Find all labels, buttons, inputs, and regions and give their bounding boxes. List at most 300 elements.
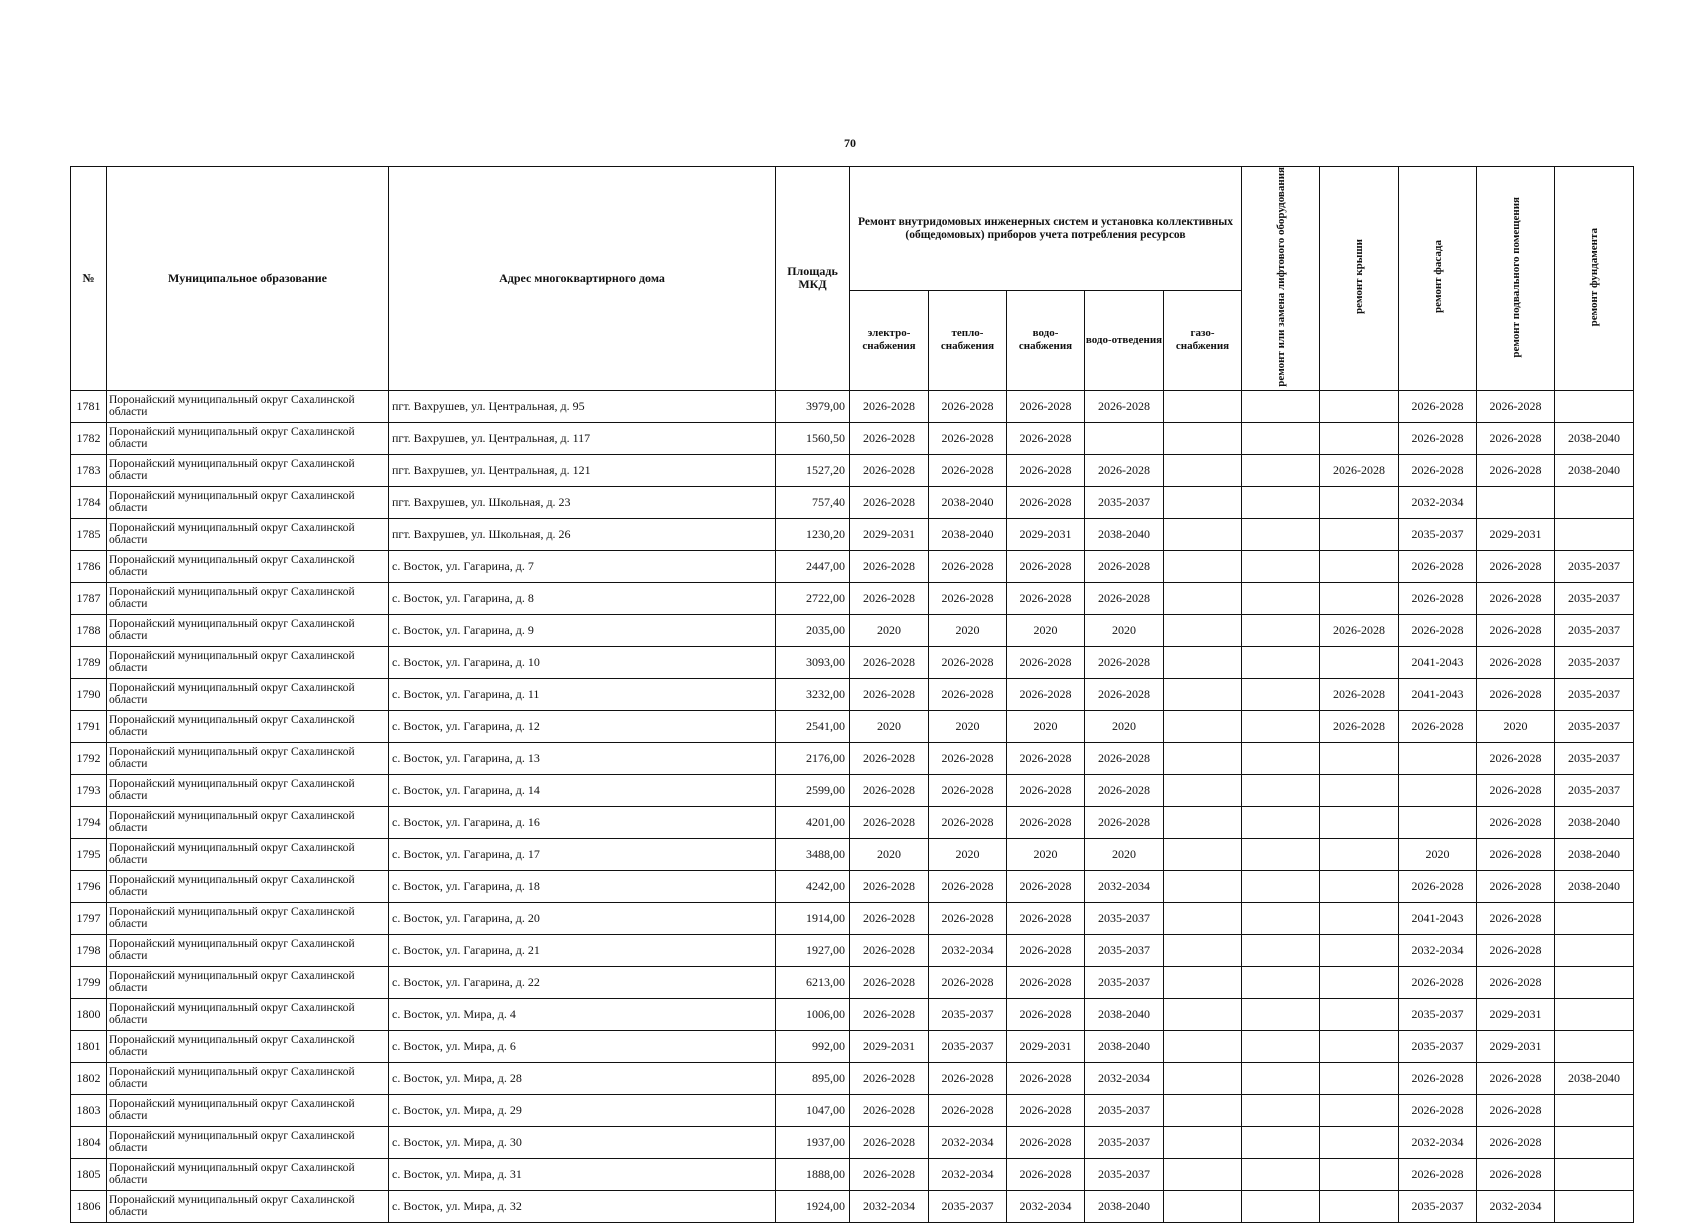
cell-num: 1800 [71,998,107,1030]
cell-drainage: 2026-2028 [1085,550,1164,582]
cell-electricity: 2026-2028 [850,390,929,422]
cell-municipality: Поронайский муниципальный округ Сахалинской области [107,742,389,774]
cell-heat: 2026-2028 [929,870,1007,902]
cell-electricity: 2026-2028 [850,1062,929,1094]
cell-water: 2029-2031 [1007,518,1085,550]
cell-roof [1320,742,1399,774]
cell-gas [1164,1126,1242,1158]
cell-num: 1787 [71,582,107,614]
cell-roof [1320,998,1399,1030]
cell-roof [1320,774,1399,806]
cell-basement [1477,486,1555,518]
cell-drainage: 2035-2037 [1085,1158,1164,1190]
table-row [71,1062,1634,1094]
cell-water: 2026-2028 [1007,742,1085,774]
cell-foundation: 2035-2037 [1555,678,1634,710]
cell-water: 2020 [1007,614,1085,646]
cell-facade: 2026-2028 [1399,1062,1477,1094]
cell-num: 1797 [71,902,107,934]
header-foundation: ремонт фундамента [1555,167,1634,391]
cell-num: 1792 [71,742,107,774]
cell-area: 2176,00 [776,742,850,774]
cell-facade: 2026-2028 [1399,870,1477,902]
cell-facade: 2026-2028 [1399,614,1477,646]
cell-facade: 2026-2028 [1399,1094,1477,1126]
cell-lift [1242,1030,1320,1062]
cell-facade: 2026-2028 [1399,550,1477,582]
cell-heat: 2035-2037 [929,998,1007,1030]
cell-num: 1794 [71,806,107,838]
cell-basement: 2026-2028 [1477,838,1555,870]
cell-roof [1320,582,1399,614]
cell-address: с. Восток, ул. Гагарина, д. 7 [389,550,776,582]
cell-foundation: 2035-2037 [1555,742,1634,774]
cell-water: 2026-2028 [1007,422,1085,454]
cell-gas [1164,454,1242,486]
cell-foundation [1555,998,1634,1030]
cell-heat: 2032-2034 [929,1158,1007,1190]
cell-lift [1242,454,1320,486]
cell-municipality: Поронайский муниципальный округ Сахалинской области [107,934,389,966]
cell-municipality: Поронайский муниципальный округ Сахалинской области [107,390,389,422]
cell-water: 2026-2028 [1007,486,1085,518]
cell-water: 2026-2028 [1007,934,1085,966]
cell-electricity: 2026-2028 [850,550,929,582]
cell-heat: 2026-2028 [929,774,1007,806]
cell-heat: 2020 [929,710,1007,742]
cell-electricity: 2026-2028 [850,1126,929,1158]
cell-lift [1242,774,1320,806]
cell-basement: 2020 [1477,710,1555,742]
cell-address: с. Восток, ул. Мира, д. 32 [389,1190,776,1222]
cell-water: 2026-2028 [1007,678,1085,710]
cell-heat: 2026-2028 [929,678,1007,710]
cell-address: пгт. Вахрушев, ул. Школьная, д. 26 [389,518,776,550]
cell-municipality: Поронайский муниципальный округ Сахалинской области [107,1094,389,1126]
cell-facade: 2026-2028 [1399,390,1477,422]
cell-electricity: 2026-2028 [850,806,929,838]
cell-area: 1927,00 [776,934,850,966]
cell-foundation: 2038-2040 [1555,1062,1634,1094]
cell-basement: 2026-2028 [1477,1158,1555,1190]
cell-facade: 2032-2034 [1399,934,1477,966]
cell-drainage: 2026-2028 [1085,582,1164,614]
table-row [71,742,1634,774]
cell-lift [1242,550,1320,582]
cell-drainage: 2035-2037 [1085,486,1164,518]
cell-facade: 2041-2043 [1399,646,1477,678]
cell-water: 2026-2028 [1007,966,1085,998]
cell-drainage: 2026-2028 [1085,646,1164,678]
cell-drainage: 2026-2028 [1085,742,1164,774]
cell-basement: 2026-2028 [1477,742,1555,774]
header-heat: тепло-снабжения [929,291,1007,391]
cell-roof [1320,390,1399,422]
cell-foundation [1555,518,1634,550]
cell-drainage: 2020 [1085,614,1164,646]
cell-basement: 2026-2028 [1477,422,1555,454]
cell-num: 1781 [71,390,107,422]
cell-address: с. Восток, ул. Мира, д. 28 [389,1062,776,1094]
cell-num: 1789 [71,646,107,678]
cell-lift [1242,998,1320,1030]
cell-gas [1164,1094,1242,1126]
cell-heat: 2026-2028 [929,966,1007,998]
cell-drainage: 2020 [1085,710,1164,742]
cell-foundation: 2038-2040 [1555,838,1634,870]
cell-gas [1164,998,1242,1030]
cell-drainage: 2026-2028 [1085,806,1164,838]
table-row [71,390,1634,422]
cell-drainage: 2038-2040 [1085,998,1164,1030]
cell-gas [1164,934,1242,966]
cell-roof [1320,1126,1399,1158]
table-row [71,1094,1634,1126]
cell-foundation [1555,1158,1634,1190]
cell-heat: 2026-2028 [929,454,1007,486]
cell-electricity: 2026-2028 [850,966,929,998]
cell-area: 992,00 [776,1030,850,1062]
cell-num: 1806 [71,1190,107,1222]
cell-foundation: 2038-2040 [1555,870,1634,902]
cell-water: 2026-2028 [1007,806,1085,838]
cell-area: 6213,00 [776,966,850,998]
cell-area: 757,40 [776,486,850,518]
cell-lift [1242,710,1320,742]
cell-electricity: 2026-2028 [850,422,929,454]
cell-drainage: 2032-2034 [1085,1062,1164,1094]
cell-num: 1790 [71,678,107,710]
cell-lift [1242,742,1320,774]
cell-basement: 2026-2028 [1477,1062,1555,1094]
cell-area: 4242,00 [776,870,850,902]
cell-basement: 2026-2028 [1477,774,1555,806]
cell-area: 4201,00 [776,806,850,838]
cell-electricity: 2026-2028 [850,1158,929,1190]
cell-basement: 2029-2031 [1477,518,1555,550]
cell-num: 1798 [71,934,107,966]
cell-roof [1320,518,1399,550]
cell-water: 2032-2034 [1007,1190,1085,1222]
cell-gas [1164,838,1242,870]
cell-heat: 2026-2028 [929,582,1007,614]
cell-electricity: 2026-2028 [850,486,929,518]
cell-heat: 2020 [929,838,1007,870]
cell-facade: 2032-2034 [1399,1126,1477,1158]
cell-municipality: Поронайский муниципальный округ Сахалинской области [107,774,389,806]
cell-foundation: 2038-2040 [1555,422,1634,454]
cell-municipality: Поронайский муниципальный округ Сахалинской области [107,838,389,870]
cell-water: 2026-2028 [1007,646,1085,678]
cell-facade: 2041-2043 [1399,902,1477,934]
cell-address: пгт. Вахрушев, ул. Центральная, д. 117 [389,422,776,454]
cell-foundation [1555,934,1634,966]
cell-gas [1164,902,1242,934]
cell-area: 2035,00 [776,614,850,646]
cell-municipality: Поронайский муниципальный округ Сахалинской области [107,614,389,646]
header-drainage: водо-отведения [1085,291,1164,391]
cell-basement: 2029-2031 [1477,1030,1555,1062]
table-body [71,390,1634,1222]
cell-foundation: 2038-2040 [1555,806,1634,838]
cell-lift [1242,966,1320,998]
cell-municipality: Поронайский муниципальный округ Сахалинской области [107,902,389,934]
table-row [71,966,1634,998]
cell-foundation [1555,1190,1634,1222]
table-row [71,774,1634,806]
cell-drainage: 2035-2037 [1085,1094,1164,1126]
table-row [71,902,1634,934]
cell-lift [1242,486,1320,518]
cell-heat: 2032-2034 [929,934,1007,966]
cell-num: 1785 [71,518,107,550]
cell-drainage: 2038-2040 [1085,1190,1164,1222]
cell-address: пгт. Вахрушев, ул. Центральная, д. 121 [389,454,776,486]
cell-roof [1320,1030,1399,1062]
cell-foundation [1555,1030,1634,1062]
cell-electricity: 2026-2028 [850,934,929,966]
cell-foundation [1555,1126,1634,1158]
cell-address: с. Восток, ул. Мира, д. 6 [389,1030,776,1062]
cell-lift [1242,934,1320,966]
cell-area: 1230,20 [776,518,850,550]
header-electricity: электро-снабжения [850,291,929,391]
table-row [71,486,1634,518]
cell-num: 1782 [71,422,107,454]
cell-lift [1242,614,1320,646]
cell-basement: 2026-2028 [1477,966,1555,998]
cell-heat: 2035-2037 [929,1030,1007,1062]
header-engineering-systems: Ремонт внутридомовых инженерных систем и установка коллективных (общедомовых) приборов учета потребления ресурсов [850,167,1242,291]
cell-gas [1164,1062,1242,1094]
cell-electricity: 2026-2028 [850,998,929,1030]
cell-foundation [1555,390,1634,422]
cell-basement: 2026-2028 [1477,1126,1555,1158]
cell-roof [1320,1062,1399,1094]
cell-electricity: 2026-2028 [850,678,929,710]
cell-roof [1320,966,1399,998]
cell-heat: 2035-2037 [929,1190,1007,1222]
table-row [71,806,1634,838]
cell-basement: 2026-2028 [1477,1094,1555,1126]
cell-water: 2026-2028 [1007,582,1085,614]
cell-roof [1320,646,1399,678]
cell-water: 2026-2028 [1007,902,1085,934]
cell-water: 2026-2028 [1007,1158,1085,1190]
cell-area: 2722,00 [776,582,850,614]
cell-foundation [1555,966,1634,998]
cell-lift [1242,518,1320,550]
cell-lift [1242,902,1320,934]
cell-facade [1399,806,1477,838]
cell-heat: 2038-2040 [929,486,1007,518]
page-number: 70 [844,136,856,150]
cell-lift [1242,646,1320,678]
cell-facade: 2026-2028 [1399,582,1477,614]
table-row [71,1030,1634,1062]
cell-municipality: Поронайский муниципальный округ Сахалинской области [107,966,389,998]
cell-address: с. Восток, ул. Мира, д. 4 [389,998,776,1030]
cell-roof [1320,1094,1399,1126]
cell-basement: 2026-2028 [1477,870,1555,902]
cell-heat: 2038-2040 [929,518,1007,550]
cell-facade: 2020 [1399,838,1477,870]
cell-area: 895,00 [776,1062,850,1094]
cell-gas [1164,678,1242,710]
cell-num: 1805 [71,1158,107,1190]
header-water: водо-снабжения [1007,291,1085,391]
header-municipality: Муниципальное образование [107,167,389,391]
table-row [71,870,1634,902]
cell-gas [1164,518,1242,550]
cell-drainage: 2026-2028 [1085,454,1164,486]
cell-address: с. Восток, ул. Гагарина, д. 9 [389,614,776,646]
cell-facade: 2035-2037 [1399,1190,1477,1222]
cell-facade: 2035-2037 [1399,518,1477,550]
cell-gas [1164,550,1242,582]
cell-drainage [1085,422,1164,454]
cell-foundation: 2035-2037 [1555,550,1634,582]
cell-facade: 2041-2043 [1399,678,1477,710]
cell-num: 1793 [71,774,107,806]
cell-electricity: 2026-2028 [850,774,929,806]
cell-area: 1560,50 [776,422,850,454]
cell-municipality: Поронайский муниципальный округ Сахалинской области [107,1126,389,1158]
cell-electricity: 2020 [850,710,929,742]
cell-gas [1164,1158,1242,1190]
table-row [71,1158,1634,1190]
cell-roof [1320,934,1399,966]
cell-lift [1242,1158,1320,1190]
cell-facade: 2032-2034 [1399,486,1477,518]
cell-address: с. Восток, ул. Гагарина, д. 18 [389,870,776,902]
cell-water: 2026-2028 [1007,998,1085,1030]
cell-gas [1164,1190,1242,1222]
cell-roof [1320,422,1399,454]
cell-area: 3488,00 [776,838,850,870]
cell-municipality: Поронайский муниципальный округ Сахалинской области [107,518,389,550]
cell-roof [1320,550,1399,582]
cell-roof: 2026-2028 [1320,710,1399,742]
cell-lift [1242,806,1320,838]
cell-address: с. Восток, ул. Гагарина, д. 14 [389,774,776,806]
cell-lift [1242,678,1320,710]
cell-heat: 2026-2028 [929,390,1007,422]
cell-municipality: Поронайский муниципальный округ Сахалинской области [107,678,389,710]
cell-basement: 2026-2028 [1477,614,1555,646]
cell-address: с. Восток, ул. Гагарина, д. 13 [389,742,776,774]
cell-gas [1164,582,1242,614]
cell-lift [1242,1094,1320,1126]
cell-electricity: 2026-2028 [850,454,929,486]
cell-facade [1399,774,1477,806]
cell-electricity: 2020 [850,614,929,646]
table-row [71,454,1634,486]
cell-gas [1164,390,1242,422]
cell-electricity: 2020 [850,838,929,870]
repair-schedule-table [70,166,1634,1223]
cell-heat: 2026-2028 [929,806,1007,838]
table-row [71,518,1634,550]
header-gas: газо-снабжения [1164,291,1242,391]
cell-roof: 2026-2028 [1320,454,1399,486]
cell-area: 2541,00 [776,710,850,742]
cell-water: 2020 [1007,838,1085,870]
cell-address: с. Восток, ул. Гагарина, д. 16 [389,806,776,838]
table-row [71,646,1634,678]
cell-facade: 2026-2028 [1399,454,1477,486]
cell-electricity: 2026-2028 [850,646,929,678]
cell-water: 2026-2028 [1007,454,1085,486]
header-num: № [71,167,107,391]
cell-foundation [1555,902,1634,934]
cell-basement: 2026-2028 [1477,934,1555,966]
cell-heat: 2020 [929,614,1007,646]
table-row [71,422,1634,454]
cell-roof [1320,1158,1399,1190]
cell-foundation: 2035-2037 [1555,710,1634,742]
cell-roof [1320,870,1399,902]
cell-electricity: 2026-2028 [850,582,929,614]
cell-area: 3979,00 [776,390,850,422]
cell-foundation: 2035-2037 [1555,614,1634,646]
cell-drainage: 2035-2037 [1085,902,1164,934]
cell-municipality: Поронайский муниципальный округ Сахалинской области [107,582,389,614]
cell-area: 3093,00 [776,646,850,678]
cell-address: с. Восток, ул. Гагарина, д. 20 [389,902,776,934]
cell-num: 1804 [71,1126,107,1158]
cell-lift [1242,1126,1320,1158]
cell-drainage: 2026-2028 [1085,774,1164,806]
header-roof: ремонт крыши [1320,167,1399,391]
cell-municipality: Поронайский муниципальный округ Сахалинской области [107,1030,389,1062]
cell-area: 1937,00 [776,1126,850,1158]
cell-num: 1783 [71,454,107,486]
cell-address: с. Восток, ул. Мира, д. 29 [389,1094,776,1126]
cell-water: 2026-2028 [1007,1094,1085,1126]
cell-water: 2026-2028 [1007,550,1085,582]
cell-address: пгт. Вахрушев, ул. Школьная, д. 23 [389,486,776,518]
cell-address: с. Восток, ул. Гагарина, д. 11 [389,678,776,710]
cell-lift [1242,870,1320,902]
cell-address: с. Восток, ул. Мира, д. 31 [389,1158,776,1190]
cell-facade [1399,742,1477,774]
cell-water: 2026-2028 [1007,1126,1085,1158]
cell-basement: 2029-2031 [1477,998,1555,1030]
cell-basement: 2026-2028 [1477,646,1555,678]
cell-drainage: 2026-2028 [1085,678,1164,710]
cell-drainage: 2038-2040 [1085,518,1164,550]
cell-area: 2447,00 [776,550,850,582]
table-row [71,678,1634,710]
cell-foundation: 2035-2037 [1555,774,1634,806]
cell-municipality: Поронайский муниципальный округ Сахалинской области [107,454,389,486]
cell-municipality: Поронайский муниципальный округ Сахалинской области [107,870,389,902]
cell-lift [1242,1190,1320,1222]
table-row [71,1190,1634,1222]
cell-roof [1320,486,1399,518]
cell-lift [1242,582,1320,614]
cell-facade: 2026-2028 [1399,710,1477,742]
table-row [71,1126,1634,1158]
cell-drainage: 2020 [1085,838,1164,870]
cell-electricity: 2026-2028 [850,902,929,934]
cell-gas [1164,774,1242,806]
cell-num: 1799 [71,966,107,998]
cell-basement: 2026-2028 [1477,550,1555,582]
cell-facade: 2026-2028 [1399,1158,1477,1190]
cell-lift [1242,838,1320,870]
